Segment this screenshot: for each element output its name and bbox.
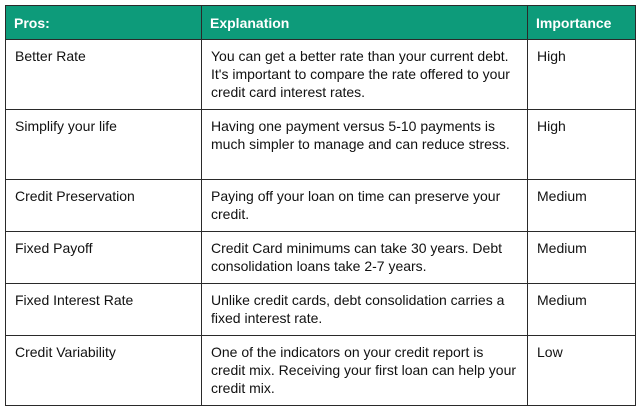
importance-cell: Medium: [528, 180, 636, 232]
table-row: [6, 336, 636, 406]
pro-cell: Simplify your life: [6, 110, 202, 180]
pro-cell: Better Rate: [6, 40, 202, 110]
importance-cell: Low: [528, 336, 636, 406]
table-row: [6, 232, 636, 284]
table-row: [6, 110, 636, 180]
importance-cell: Medium: [528, 284, 636, 336]
explanation-cell: Paying off your loan on time can preserve your credit.: [202, 180, 528, 232]
explanation-cell: Unlike credit cards, debt consolidation carries a fixed interest rate.: [202, 284, 528, 336]
pro-cell: Credit Variability: [6, 336, 202, 406]
explanation-cell: You can get a better rate than your current debt. It's important to compare the rate offered to your credit card interest rates.: [202, 40, 528, 110]
explanation-cell: Having one payment versus 5-10 payments is much simpler to manage and can reduce stress.: [202, 110, 528, 180]
pros-table: [5, 5, 636, 406]
importance-cell: High: [528, 40, 636, 110]
pro-cell: Fixed Interest Rate: [6, 284, 202, 336]
importance-cell: High: [528, 110, 636, 180]
pro-cell: Fixed Payoff: [6, 232, 202, 284]
table-row: [6, 40, 636, 110]
header-explanation: Explanation: [202, 6, 528, 40]
table-row: [6, 180, 636, 232]
header-row: [6, 6, 636, 40]
pro-cell: Credit Preservation: [6, 180, 202, 232]
table-row: [6, 284, 636, 336]
header-importance: Importance: [528, 6, 636, 40]
explanation-cell: Credit Card minimums can take 30 years. Debt consolidation loans take 2-7 years.: [202, 232, 528, 284]
explanation-cell: One of the indicators on your credit report is credit mix. Receiving your first loan can help your credit mix.: [202, 336, 528, 406]
header-pros: Pros:: [6, 6, 202, 40]
importance-cell: Medium: [528, 232, 636, 284]
